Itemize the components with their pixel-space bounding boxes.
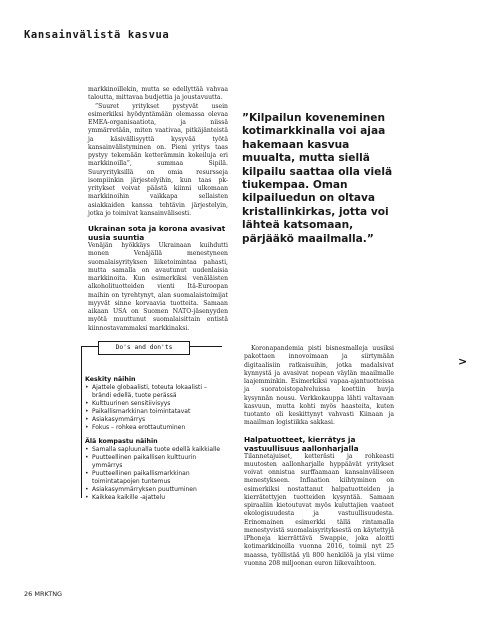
- list-item: • Kulttuurinen sensitiivisyys: [82, 400, 222, 408]
- pull-quote: ”Kilpailun koveneminen kotimarkkinalla voi ajaa hakemaan kasvua muualta, mutta siellä kilpailu saattaa olla vielä tiukempaa. Oman kilpailuedun on oltava kristallinkirkas, jotta voi lähteä katsomaan, pärjääkö maailmalla.”: [242, 112, 393, 245]
- section-title: Kansainvälistä kasvua: [24, 29, 170, 41]
- paragraph: ”Suuret yritykset pystyvät usein esimerkiksi hyödyntämään olemassa olevaa EMEA-organisaatiota, ja niissä ymmärretään, miten vaativaa, pitkäjänteistä ja käsivällisyyttä kysyvää työtä kansainvälistyminen on. Pieni yritys taas pystyy tekemään ketterämmin kokeiluja eri markkinoilla”, summaa Sipilä. Suuryrityksillä on omia resursseja isompiinkin järjestelyihin, kun taas pk-yritykset voivat päästä kiinni ulkomaan markkinoihin vaikkapa sellaisten asiakkaiden kanssa tehtävin järjestelyin, jotka jo toimivat kansainvälisesti.: [88, 102, 228, 217]
- dos-and-donts-box: [81, 344, 222, 501]
- list-item: • Ajattele globaalisti, toteuta lokaalisti – brändi edellä, tuote perässä: [82, 384, 222, 400]
- box-group-title: Keskity näihin: [85, 376, 136, 383]
- article-column-left: [88, 86, 228, 333]
- box-label: Do's and don'ts: [98, 341, 190, 355]
- article-column-right: [244, 345, 394, 568]
- list-item: • Paikallismarkkinan toimintatavat: [82, 408, 222, 416]
- list-item: • Asiakasymmärrys: [82, 416, 222, 424]
- paragraph: markkinoillekin, mutta se edellyttää vahvaa taloutta, mittavaa budjettia ja joustavuutta.: [88, 86, 228, 102]
- list-item: • Samalla sapluunalla tuote edellä kaikkialle: [82, 446, 222, 454]
- page-number: 26 MRKTNG: [24, 590, 63, 598]
- list-item: • Asiakasymmärryksen puuttuminen: [82, 486, 222, 494]
- list-item: • Puutteellinen paikallisen kulttuurin ymmärrys: [82, 454, 222, 470]
- next-page-arrow-icon: >: [458, 355, 468, 368]
- paragraph: Venäjän hyökkäys Ukrainaan kuihdutti monen Venäjällä menestyneen suomalaisyrityksen liiketoimintaa pahasti, mutta samalla on avautunut uudenlaisia markkinoita. Kun esimerkiksi venäläisten alkoholituotteiden vienti Itä-Euroopan maihin on tyrehtynyt, alan suomalaistoimijat myyvät sinne korvaavia tuotteita. Samaan aikaan USA on Suomen NATO-jäsenyyden myötä muuttunut suomalaisittain entistä kiinnostavammaksi markkinaksi.: [88, 242, 228, 332]
- box-list-focus: [82, 384, 222, 432]
- list-item: • Fokus – rohkea erottautuminen: [82, 424, 222, 432]
- subheading: Ukrainan sota ja korona avasivat uusia suuntia: [88, 224, 226, 242]
- list-item: • Puutteellinen paikallismarkkinan toimintatapojen tuntemus: [82, 470, 222, 486]
- box-list-avoid: [82, 446, 222, 502]
- list-item: • Kaikkea kaikille -ajattelu: [82, 494, 222, 502]
- subheading: Halpatuotteet, kierrätys ja vastuullisuus aallonharjalla: [244, 434, 359, 453]
- paragraph: Koronapandemia pisti bisnesmalleja uusiksi pakottaen innovoimaan ja siirtymään digitaalisiin ratkaisuihin, jotka madalsivat kynnystä ja avasivat nopean väylän maailmalle laajemminkin. Esimerkiksi vapaa-ajantuotteissa ja suoratoistopalveluissa koettiin huvja kysynnän nousu. Verkkokauppa lähti valtavaan kasvuun, mutta kohti myös haasteita, kuten tuotanto oli keskittynyt vahvasti Kiinaan ja maailman logistiikka sakkasi.: [244, 345, 394, 427]
- box-group-title: Älä kompastu näihin: [85, 438, 158, 445]
- paragraph: Tilannetajuiset, ketterästi ja rohkeasti muutosten aallonharjalle hyppäävät yritykset voivat onnistua surffaamaan kansainväliseen menestykseen. Inflaation kiihtyminen on esimerkiksi nostattanut halpatuotteiden ja kierrätettyjen tuotteiden kysyntää. Samaan spiraaliin kietoutuvat myös kuluttajien vaateet ekologisuudesta ja vastuullisuudesta. Erinomainen esimerkki tällä rintamalla menestyvistä suomalaisyrityksestä on käytettyjä iPhoneja kierrättävä Swappie, joka aloitti kotimarkkinoilla vuonna 2016, toimii nyt 25 maassa, työllistää yli 800 henkilöä ja ylsi viime vuonna 208 miljoonan euron liikevaihtoon.: [244, 452, 394, 567]
